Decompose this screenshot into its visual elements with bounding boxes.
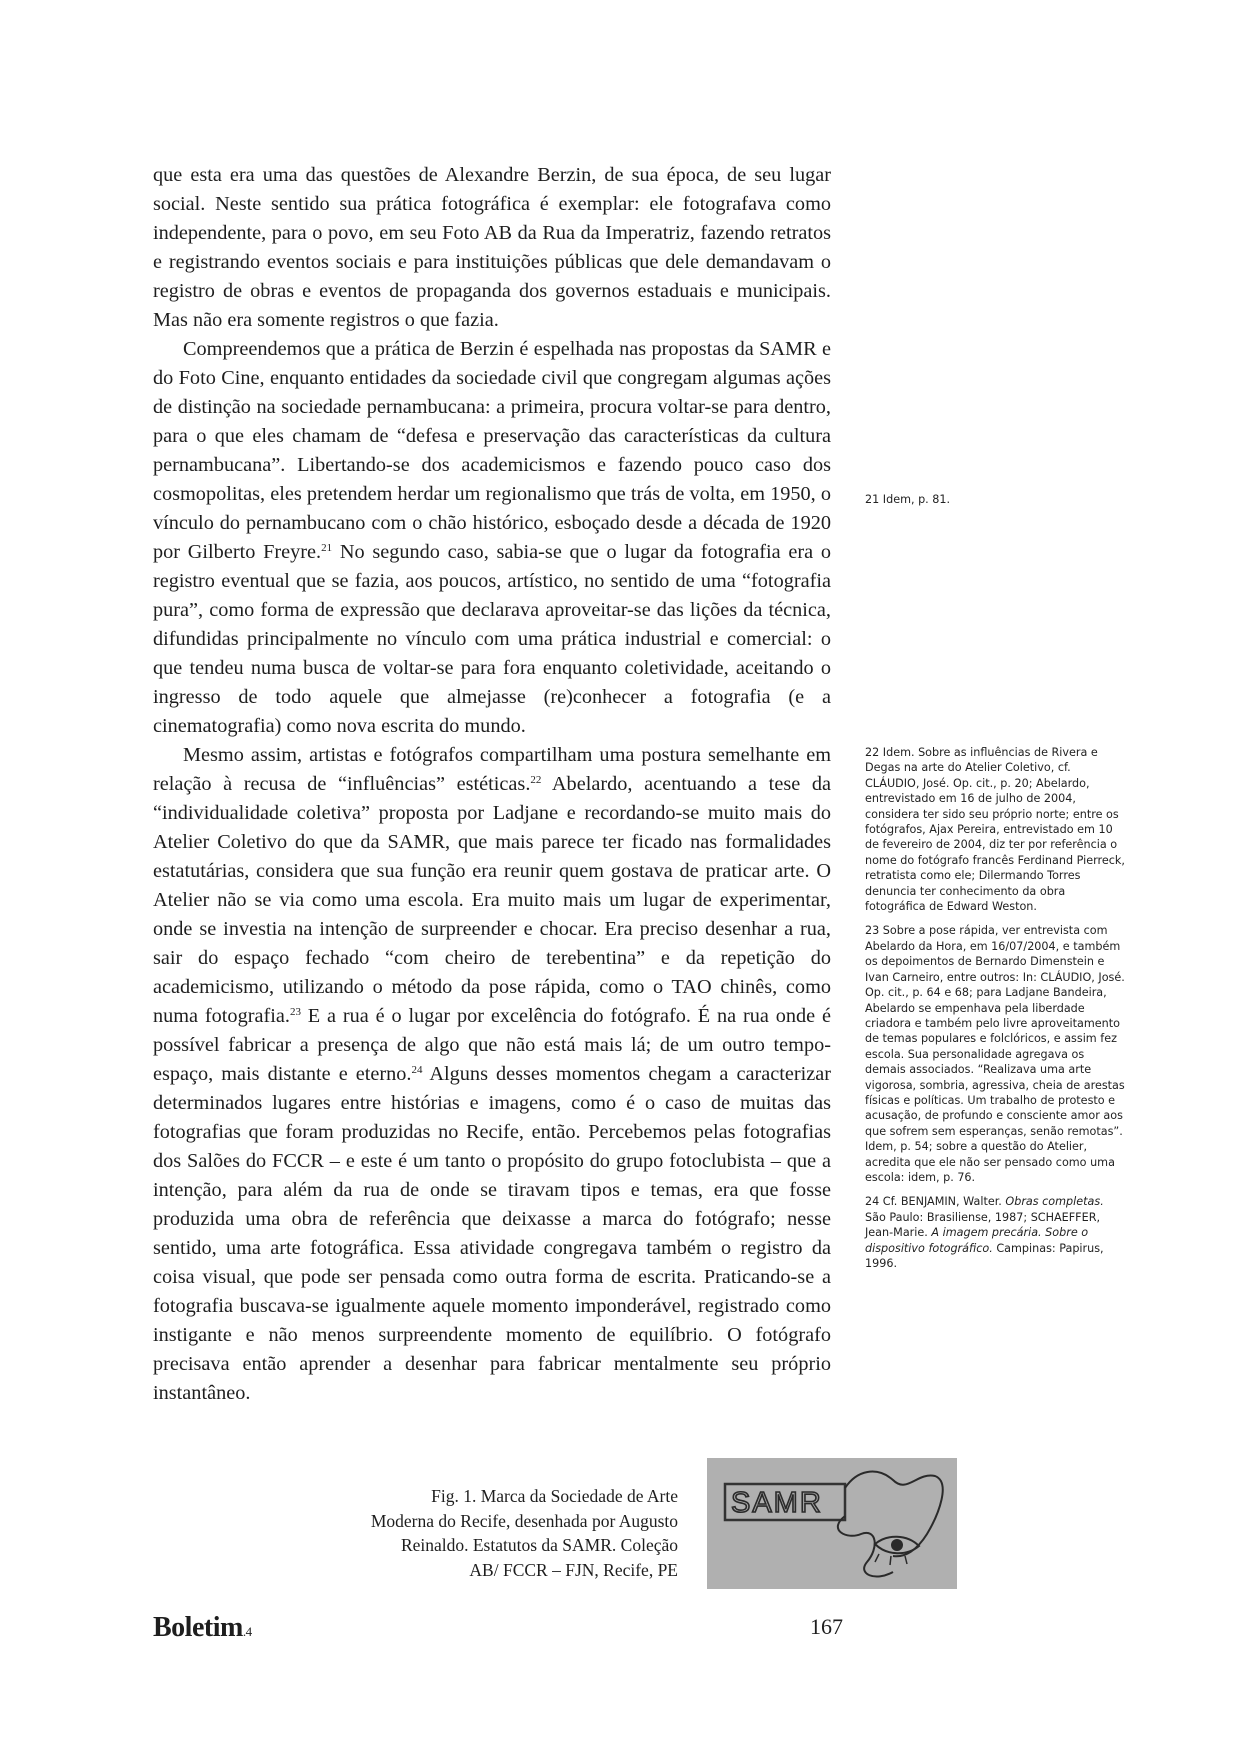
paragraph-2: Compreendemos que a prática de Berzin é espelhada nas propostas da SAMR e do Foto Cine, enquanto entidades da sociedade civil que congregam algumas ações de distinção na sociedade pernambucana: a primeira, procura voltar-se para dentro, para o que eles chamam de “defesa e preservação das características da cultura pernambucana”. Libertando-se dos academicismos e fazendo pouco caso dos cosmopolitas, eles pretendem herdar um regionalismo que trás de volta, em 1950, o vínculo do pernambucano com o chão histórico, esboçado desde a década de 1920 por Gilberto Freyre.$^{21}$ No segundo caso, sabia-se que o lugar da fotografia era o registro eventual que se fazia, aos poucos, artístico, no sentido de uma “fotografia pura”, como forma de expressão que declarava aproveitar-se das lições da técnica, difundidas principalmente no vínculo com uma prática industrial e comercial: o que tendeu numa busca de voltar-se para fora enquanto coletividade, aceitando o ingresso de todo aquele que almejasse (re)conhecer a fotografia (e a cinematografia) como nova escrita do mundo. (153, 338, 832, 737)
footnote-ref-21[interactable]: 21 (321, 542, 333, 554)
paragraph-3: Mesmo assim, artistas e fotógrafos compartilham uma postura semelhante em relação à recusa de “influências” estéticas.$^{22}$ Abelardo, acentuando a tese da “individualidade coletiva” proposta por Ladjane e recordando-se muito mais do Atelier Coletivo do que da SAMR, que mais parece ter ficado nas formalidades estatutárias, considera que sua função era reunir quem gostava de praticar arte. O Atelier não se via como uma escola. Era muito mais um lugar de experimentar, onde se investia na intenção de surpreender e chocar. Era preciso desenhar a rua, sair do espaço fechado “com cheiro de terebentina” e da repetição do academicismo, utilizando o método da pose rápida, como o TAO chinês, como numa fotografia.$^{23}$ E a rua é o lugar por excelência do fotógrafo. É na rua onde é possível fabricar a presença de algo que não está mais lá; de um outro tempo-espaço, mais distante e eterno.$^{24}$ Alguns desses momentos chegam a caracterizar determinados lugares entre histórias e imagens, como é o caso de muitas das fotografias que foram produzidas no Recife, então. Percebemos pelas fotografias dos Salões do FCCR – e este é um tanto o propósito do grupo fotoclubista – que a intenção, para além da rua de onde se tiravam tipos e temas, era que fosse produzida uma obra de referência que deixasse a marca do fotógrafo; nesse sentido, uma arte fotográfica. Essa atividade congregava também o registro da coisa visual, que pode ser pensada como outra forma de escrita. Praticando-se a fotografia buscava-se igualmente aquele momento imponderável, registrado como instigante e não menos surpreendente momento de equilíbrio. O fotógrafo precisava então aprender a desenhar para fabricar mentalmente seu próprio instantâneo. (153, 744, 831, 1404)
footnotes-22-24 (865, 745, 1127, 1280)
journal-title: Boletim.4 (153, 1612, 252, 1643)
footnote-24: 24 Cf. BENJAMIN, Walter. Obras completas. São Paulo: Brasiliense, 1987; SCHAEFFER, Jean-Marie. A imagem precária. Sobre o dispositivo fotográfico. Campinas: Papirus, 1996. (865, 1195, 1104, 1270)
figure-caption: Fig. 1. Marca da Sociedade de Arte Moderna do Recife, desenhada por Augusto Reinaldo. Estatutos da SAMR. Coleção AB/ FCCR – FJN, Recife, PE (370, 1486, 678, 1580)
footnote-ref-24[interactable]: 24 (411, 1064, 423, 1076)
samr-logo-text: SAMR (731, 1487, 823, 1519)
main-text (153, 161, 831, 1408)
page-number: 167 (810, 1614, 843, 1639)
samr-logo-figure (707, 1458, 957, 1589)
eye-icon (891, 1539, 903, 1551)
paragraph-1: que esta era uma das questões de Alexandre Berzin, de sua época, de seu lugar social. Neste sentido sua prática fotográfica é exemplar: ele fotografava como independente, para o povo, em seu Foto AB da Rua da Imperatriz, fazendo retratos e registrando eventos sociais e para instituições públicas que dele demandavam o registro de obras e eventos de propaganda dos governos estaduais e municipais. Mas não era somente registros o que fazia. (153, 164, 831, 331)
footnote-21: 21 Idem, p. 81. (865, 493, 951, 506)
footnote-ref-23[interactable]: 23 (289, 1006, 301, 1018)
footnote-ref-22[interactable]: 22 (530, 774, 542, 786)
footnote-22: 22 Idem. Sobre as influências de Rivera e Degas na arte do Atelier Coletivo, cf. CLÁUDIO, José. Op. cit., p. 20; Abelardo, entrevistado em 16 de julho de 2004, considera ter sido seu próprio norte; entre os fotógrafos, Ajax Pereira, entrevistado em 10 de fevereiro de 2004, diz ter por referência o nome do fotógrafo francês Ferdinand Pierreck, retratista como ele; Dilermando Torres denuncia ter conhecimento da obra fotográfica de Edward Weston. (865, 746, 1125, 914)
samr-logo-drawing (707, 1458, 957, 1589)
footnote-23: 23 Sobre a pose rápida, ver entrevista com Abelardo da Hora, em 16/07/2004, e também os depoimentos de Bernardo Dimenstein e Ivan Carneiro, entre outros: In: CLÁUDIO, José. Op. cit., p. 64 e 68; para Ladjane Bandeira, Abelardo se empenhava pela liberdade criadora e também pelo livre aproveitamento de temas populares e folclóricos, e assim fez escola. Sua personalidade agregava os demais associados. “Realizava uma arte vigorosa, sombria, agressiva, cheia de arestas físicas e políticas. Um trabalho de protesto e acusação, de profundo e consciente amor aos que sofrem sem esperanças, senão remotas”. Idem, p. 54; sobre a questão do Atelier, acredita que ele não ser pensado como uma escola: idem, p. 76. (865, 924, 1125, 1184)
